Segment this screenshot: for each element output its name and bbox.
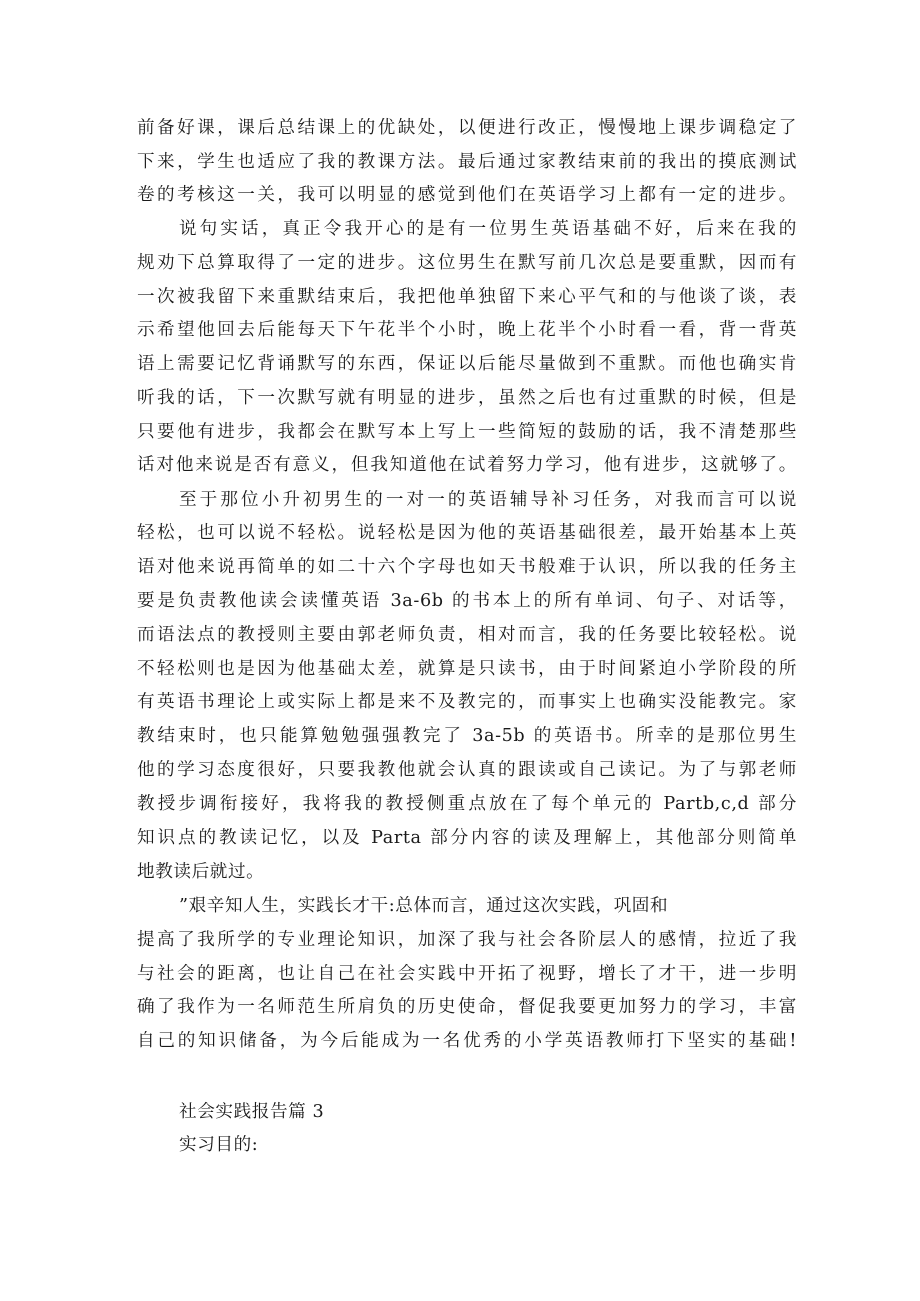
paragraph-4-line-4: 确了我作为一名师范生所肩负的历史使命，督促我要更加努力的学习，丰富: [137, 997, 797, 1017]
paragraph-4-line-2: 提高了我所学的专业理论知识，加深了我与社会各阶层人的感情，拉近了我: [137, 930, 797, 950]
paragraph-2-line-8: 话对他来说是否有意义，但我知道他在试着努力学习，他有进步，这就够了。: [137, 455, 797, 475]
paragraph-1-line-3: 卷的考核这一关，我可以明显的感觉到他们在英语学习上都有一定的进步。: [137, 185, 797, 205]
paragraph-4-line-3: 与社会的距离，也让自己在社会实践中开拓了视野，增长了才干，进一步明: [137, 964, 797, 984]
paragraph-2-line-3: 一次被我留下来重默结束后，我把他单独留下来心平气和的与他谈了谈，表: [137, 287, 797, 307]
paragraph-2-line-1: 说句实话，真正令我开心的是有一位男生英语基础不好，后来在我的: [179, 219, 797, 239]
paragraph-1-line-1: 前备好课，课后总结课上的优缺处，以便进行改正，慢慢地上课步调稳定了: [137, 118, 797, 138]
paragraph-3-line-6: 不轻松则也是因为他基础太差，就算是只读书，由于时间紧迫小学阶段的所: [137, 659, 797, 679]
paragraph-3-line-9: 他的学习态度很好，只要我教他就会认真的跟读或自己读记。为了与郭老师: [137, 760, 797, 780]
paragraph-2-line-4: 示希望他回去后能每天下午花半个小时，晚上花半个小时看一看，背一背英: [137, 320, 797, 340]
paragraph-3-line-1: 至于那位小升初男生的一对一的英语辅导补习任务，对我而言可以说: [179, 490, 797, 510]
paragraph-3-line-12: 地教读后就过。: [137, 862, 265, 882]
paragraph-2-line-5: 语上需要记忆背诵默写的东西，保证以后能尽量做到不重默。而他也确实肯: [137, 354, 797, 374]
paragraph-3-line-3: 语对他来说再简单的如二十六个字母也如天书般难于认识，所以我的任务主: [137, 557, 797, 577]
paragraph-2-line-6: 听我的话，下一次默写就有明显的进步，虽然之后也有过重默的时候，但是: [137, 388, 797, 408]
paragraph-4-line-1: ”艰辛知人生，实践长才干:总体而言，通过这次实践，巩固和: [179, 896, 669, 916]
paragraph-3-line-7: 有英语书理论上或实际上都是来不及教完的，而事实上也确实没能教完。家: [137, 692, 797, 712]
paragraph-2-line-7: 只要他有进步，我都会在默写本上写上一些简短的鼓励的话，我不清楚那些: [137, 422, 797, 442]
paragraph-3-line-4: 要是负责教他读会读懂英语 3a-6b 的书本上的所有单词、句子、对话等，: [137, 591, 797, 611]
paragraph-1-line-2: 下来，学生也适应了我的教课方法。最后通过家教结束前的我出的摸底测试: [137, 152, 797, 172]
paragraph-3-line-2: 轻松，也可以说不轻松。说轻松是因为他的英语基础很差，最开始基本上英: [137, 523, 797, 543]
paragraph-3-line-5: 而语法点的教授则主要由郭老师负责，相对而言，我的任务要比较轻松。说: [137, 625, 797, 645]
paragraph-3-line-8: 教结束时，也只能算勉勉强强教完了 3a-5b 的英语书。所幸的是那位男生: [137, 726, 797, 746]
paragraph-2-line-2: 规劝下总算取得了一定的进步。这位男生在默写前几次总是要重默，因而有: [137, 253, 797, 273]
paragraph-4-line-5: 自己的知识储备，为今后能成为一名优秀的小学英语教师打下坚实的基础!: [137, 1031, 797, 1051]
paragraph-3-line-10: 教授步调衔接好，我将我的教授侧重点放在了每个单元的 Partb,c,d 部分: [137, 794, 797, 814]
subsection-label: 实习目的:: [179, 1135, 259, 1155]
paragraph-3-line-11: 知识点的教读记忆，以及 Parta 部分内容的读及理解上，其他部分则简单: [137, 828, 797, 848]
section-title: 社会实践报告篇 3: [179, 1102, 325, 1122]
